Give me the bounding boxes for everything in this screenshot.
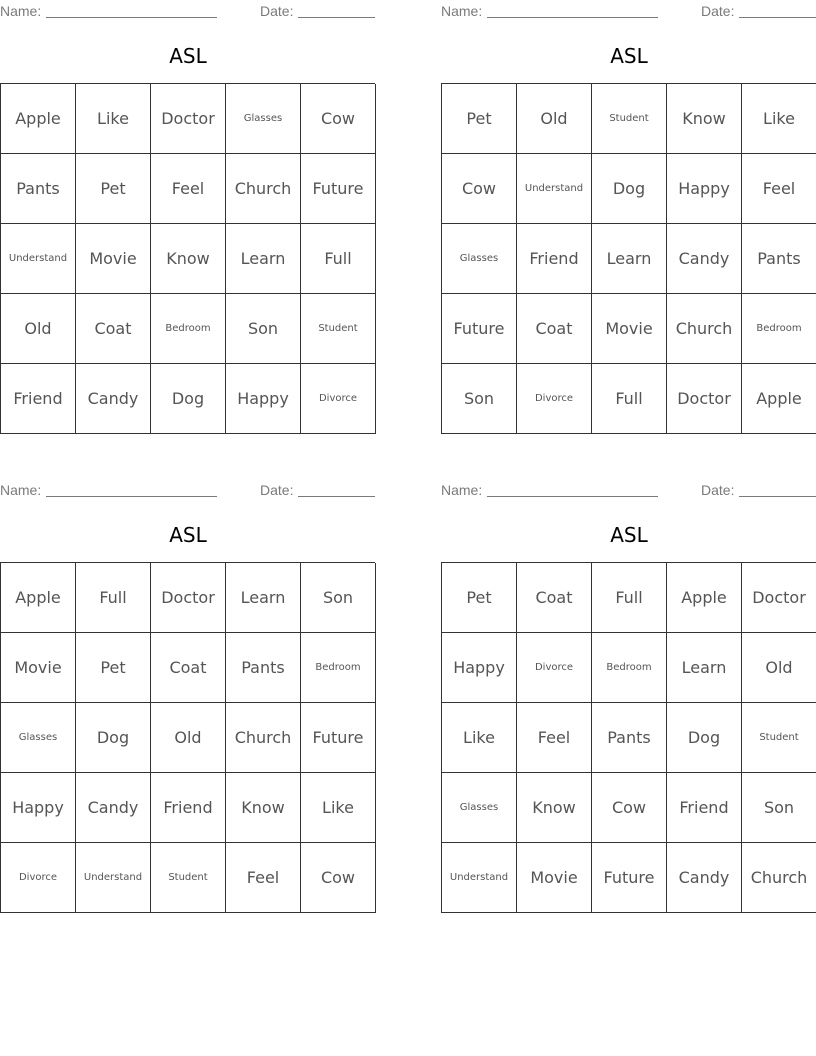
- bingo-cell: Friend: [517, 224, 592, 294]
- bingo-cell: Candy: [76, 773, 151, 843]
- bingo-cell: Divorce: [517, 364, 592, 434]
- date-label: Date:: [260, 482, 294, 498]
- date-field-line[interactable]: [739, 496, 816, 497]
- bingo-cell: Dog: [151, 364, 226, 434]
- bingo-cell: Doctor: [742, 563, 816, 633]
- bingo-cell: Son: [226, 294, 301, 364]
- bingo-cell: Church: [742, 843, 816, 913]
- bingo-cell: Full: [592, 563, 667, 633]
- bingo-grid: [0, 83, 375, 434]
- bingo-cell: Apple: [742, 364, 816, 434]
- bingo-grid: [441, 562, 816, 913]
- bingo-cell: Learn: [667, 633, 742, 703]
- bingo-cell: Dog: [592, 154, 667, 224]
- card-title: ASL: [610, 44, 648, 68]
- bingo-cell: Pet: [442, 84, 517, 154]
- bingo-grid: [441, 83, 816, 434]
- bingo-cell: Cow: [301, 84, 376, 154]
- bingo-cell: Like: [301, 773, 376, 843]
- bingo-cell: Old: [1, 294, 76, 364]
- bingo-cell: Dog: [76, 703, 151, 773]
- bingo-cell: Student: [742, 703, 816, 773]
- bingo-card-4: [441, 479, 816, 913]
- bingo-cell: Old: [151, 703, 226, 773]
- name-label: Name:: [441, 482, 483, 498]
- bingo-cell: Student: [301, 294, 376, 364]
- bingo-cell: Understand: [442, 843, 517, 913]
- bingo-cell: Glasses: [442, 224, 517, 294]
- card-header: [441, 2, 816, 20]
- name-field-line[interactable]: [487, 17, 658, 18]
- bingo-cell: Like: [442, 703, 517, 773]
- name-label: Name:: [0, 3, 42, 19]
- bingo-cell: Doctor: [667, 364, 742, 434]
- card-title: ASL: [610, 523, 648, 547]
- bingo-cell: Bedroom: [301, 633, 376, 703]
- bingo-cell: Learn: [592, 224, 667, 294]
- card-header: [0, 2, 376, 20]
- bingo-cell: Candy: [667, 843, 742, 913]
- date-field-line[interactable]: [739, 17, 816, 18]
- bingo-cell: Pet: [442, 563, 517, 633]
- bingo-cell: Pants: [592, 703, 667, 773]
- bingo-cell: Coat: [517, 563, 592, 633]
- bingo-cell: Happy: [442, 633, 517, 703]
- bingo-cell: Feel: [226, 843, 301, 913]
- bingo-cell: Candy: [667, 224, 742, 294]
- bingo-grid: [0, 562, 375, 913]
- date-label: Date:: [701, 482, 735, 498]
- bingo-cell: Bedroom: [742, 294, 816, 364]
- bingo-cell: Future: [442, 294, 517, 364]
- bingo-cell: Understand: [1, 224, 76, 294]
- date-field-line[interactable]: [298, 496, 375, 497]
- name-field-line[interactable]: [46, 496, 217, 497]
- bingo-cell: Bedroom: [592, 633, 667, 703]
- bingo-cell: Movie: [1, 633, 76, 703]
- bingo-cell: Feel: [151, 154, 226, 224]
- bingo-cell: Glasses: [226, 84, 301, 154]
- bingo-cell: Bedroom: [151, 294, 226, 364]
- bingo-cell: Cow: [442, 154, 517, 224]
- bingo-cell: Glasses: [442, 773, 517, 843]
- bingo-cell: Friend: [151, 773, 226, 843]
- bingo-card-2: [441, 0, 816, 434]
- bingo-cell: Apple: [1, 563, 76, 633]
- bingo-cell: Learn: [226, 563, 301, 633]
- bingo-cell: Know: [151, 224, 226, 294]
- bingo-cell: Friend: [1, 364, 76, 434]
- bingo-cell: Future: [592, 843, 667, 913]
- date-label: Date:: [260, 3, 294, 19]
- bingo-cell: Full: [592, 364, 667, 434]
- bingo-cell: Church: [226, 154, 301, 224]
- bingo-cell: Dog: [667, 703, 742, 773]
- bingo-cell: Son: [742, 773, 816, 843]
- bingo-cell: Candy: [76, 364, 151, 434]
- bingo-cell: Learn: [226, 224, 301, 294]
- bingo-cell: Coat: [517, 294, 592, 364]
- card-header: [441, 481, 816, 499]
- bingo-cell: Pants: [742, 224, 816, 294]
- bingo-cell: Old: [517, 84, 592, 154]
- bingo-cell: Like: [742, 84, 816, 154]
- bingo-cell: Coat: [76, 294, 151, 364]
- bingo-cell: Full: [301, 224, 376, 294]
- bingo-cell: Happy: [1, 773, 76, 843]
- card-title: ASL: [169, 523, 207, 547]
- bingo-card-3: [0, 479, 376, 913]
- bingo-cell: Doctor: [151, 563, 226, 633]
- bingo-cell: Feel: [517, 703, 592, 773]
- bingo-cell: Cow: [592, 773, 667, 843]
- bingo-cell: Full: [76, 563, 151, 633]
- card-title: ASL: [169, 44, 207, 68]
- bingo-cell: Pants: [1, 154, 76, 224]
- bingo-cell: Movie: [517, 843, 592, 913]
- bingo-cell: Movie: [76, 224, 151, 294]
- bingo-cell: Future: [301, 703, 376, 773]
- bingo-cell: Cow: [301, 843, 376, 913]
- bingo-cell: Old: [742, 633, 816, 703]
- bingo-cell: Like: [76, 84, 151, 154]
- date-label: Date:: [701, 3, 735, 19]
- name-label: Name:: [0, 482, 42, 498]
- bingo-cell: Know: [226, 773, 301, 843]
- bingo-cell: Apple: [667, 563, 742, 633]
- bingo-cell: Student: [151, 843, 226, 913]
- bingo-cell: Doctor: [151, 84, 226, 154]
- bingo-cell: Happy: [667, 154, 742, 224]
- card-header: [0, 481, 376, 499]
- bingo-cell: Feel: [742, 154, 816, 224]
- bingo-cell: Divorce: [517, 633, 592, 703]
- bingo-cell: Student: [592, 84, 667, 154]
- date-field-line[interactable]: [298, 17, 375, 18]
- bingo-cell: Pants: [226, 633, 301, 703]
- bingo-cell: Divorce: [1, 843, 76, 913]
- bingo-cell: Divorce: [301, 364, 376, 434]
- name-field-line[interactable]: [46, 17, 217, 18]
- bingo-cell: Understand: [517, 154, 592, 224]
- bingo-cell: Know: [517, 773, 592, 843]
- bingo-cell: Know: [667, 84, 742, 154]
- bingo-cell: Movie: [592, 294, 667, 364]
- bingo-cell: Friend: [667, 773, 742, 843]
- bingo-cell: Future: [301, 154, 376, 224]
- bingo-cell: Pet: [76, 633, 151, 703]
- bingo-cell: Church: [226, 703, 301, 773]
- name-field-line[interactable]: [487, 496, 658, 497]
- bingo-cell: Pet: [76, 154, 151, 224]
- bingo-cell: Son: [301, 563, 376, 633]
- bingo-cell: Apple: [1, 84, 76, 154]
- bingo-cell: Church: [667, 294, 742, 364]
- bingo-card-1: [0, 0, 376, 434]
- bingo-cell: Son: [442, 364, 517, 434]
- bingo-cell: Glasses: [1, 703, 76, 773]
- bingo-cell: Understand: [76, 843, 151, 913]
- bingo-cell: Coat: [151, 633, 226, 703]
- bingo-cell: Happy: [226, 364, 301, 434]
- name-label: Name:: [441, 3, 483, 19]
